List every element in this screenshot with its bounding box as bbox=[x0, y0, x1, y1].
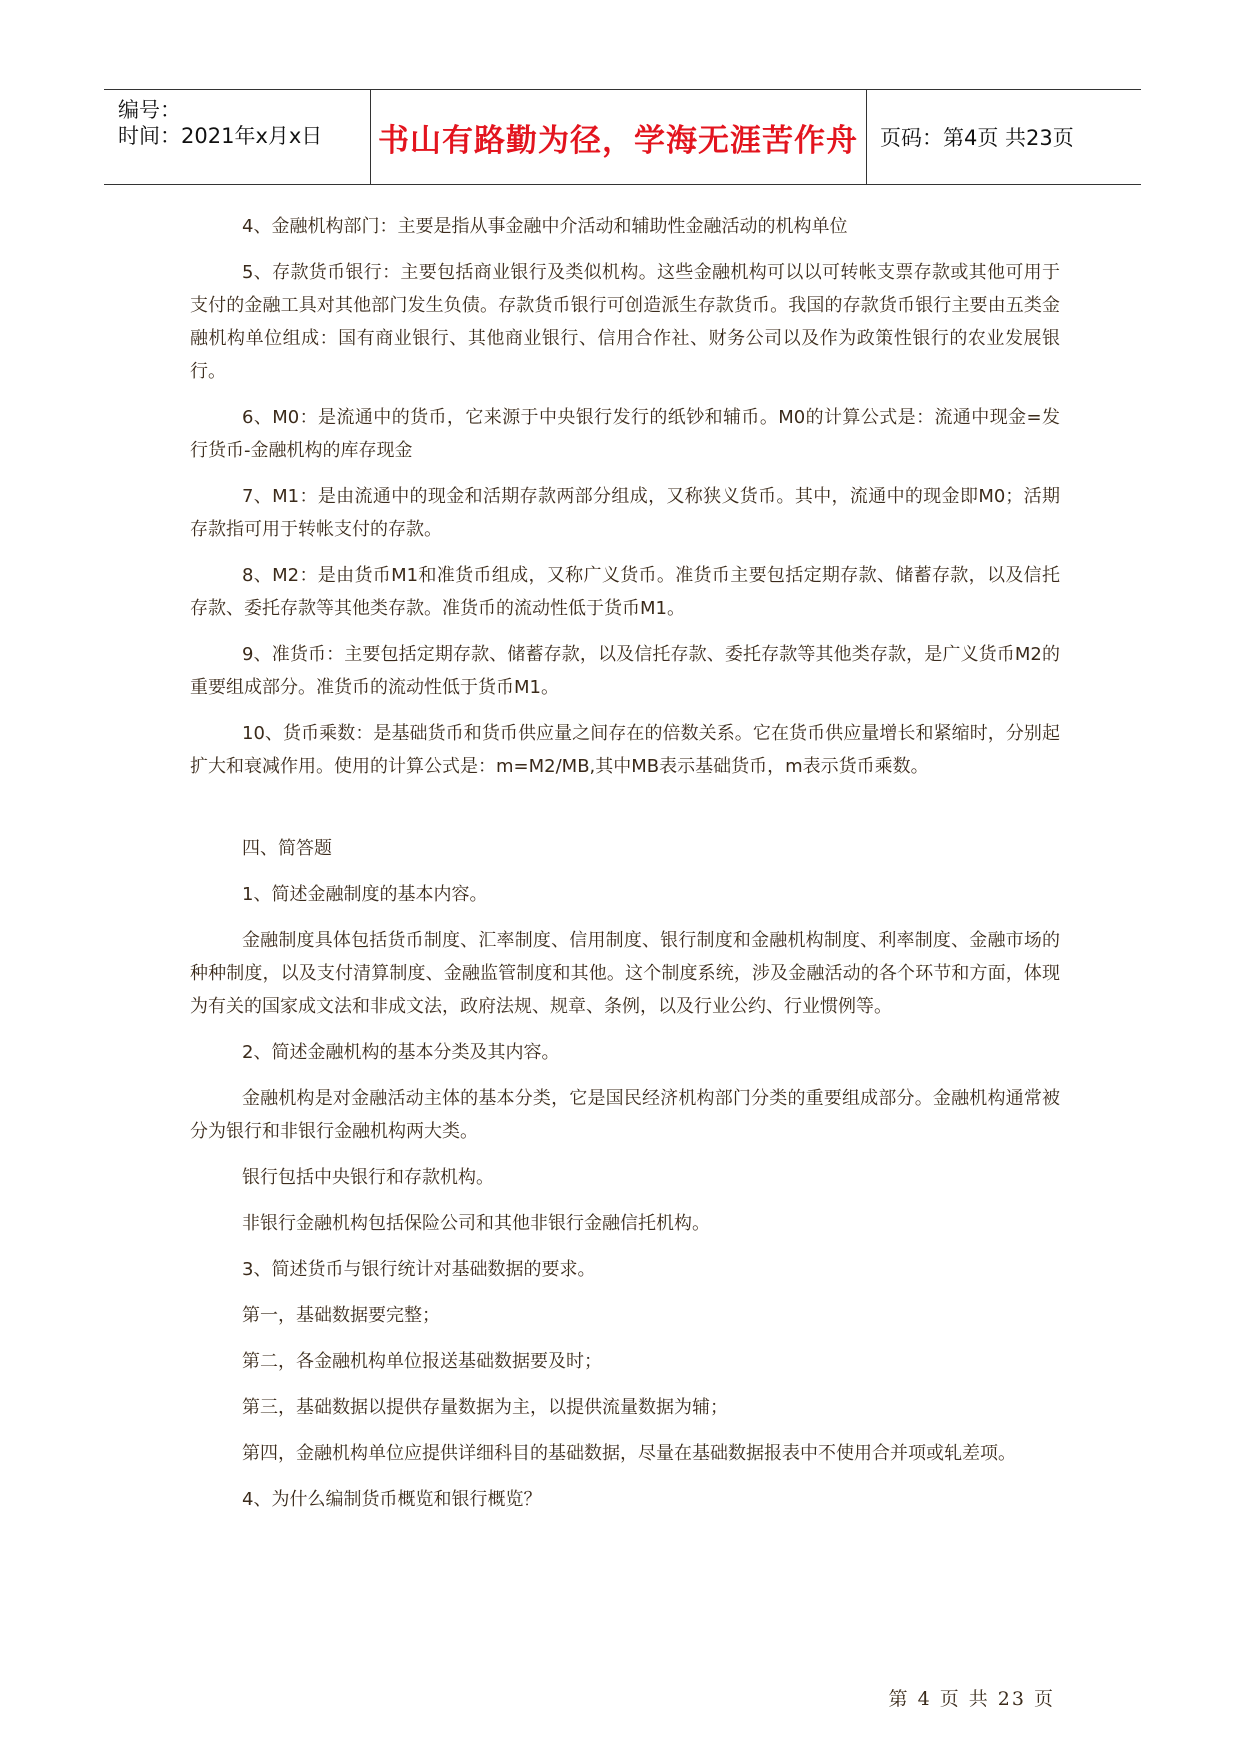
paragraph: 4、金融机构部门：主要是指从事金融中介活动和辅助性金融活动的机构单位 bbox=[242, 216, 848, 237]
document-body bbox=[190, 210, 1060, 1529]
paragraph: 9、准货币：主要包括定期存款、储蓄存款，以及信托存款、委托存款等其他类存款，是广义货币M2的重要组成部分。准货币的流动性低于货币M1。 bbox=[190, 644, 1060, 698]
paragraph: 8、M2：是由货币M1和准货币组成，又称广义货币。准货币主要包括定期存款、储蓄存款，以及信托存款、委托存款等其他类存款。准货币的流动性低于货币M1。 bbox=[190, 565, 1060, 619]
answer-paragraph: 金融制度具体包括货币制度、汇率制度、信用制度、银行制度和金融机构制度、利率制度、金融市场的种种制度，以及支付清算制度、金融监管制度和其他。这个制度系统，涉及金融活动的各个环节和方面，体现为有关的国家成文法和非成文法，政府法规、规章、条例，以及行业公约、行业惯例等。 bbox=[190, 930, 1060, 1017]
paragraph: 6、M0：是流通中的货币，它来源于中央银行发行的纸钞和辅币。M0的计算公式是：流通中现金=发行货币-金融机构的库存现金 bbox=[190, 407, 1060, 461]
page-header bbox=[104, 89, 1141, 185]
time-label: 时间：2021年x月x日 bbox=[118, 124, 323, 148]
motto: 书山有路勤为径，学海无涯苦作舟 bbox=[378, 122, 858, 159]
paragraph: 10、货币乘数：是基础货币和货币供应量之间存在的倍数关系。它在货币供应量增长和紧缩时，分别起扩大和衰减作用。使用的计算公式是：m=M2/MB,其中MB表示基础货币，m表示货币乘数。 bbox=[190, 723, 1060, 777]
page-code: 页码：第4页 共23页 bbox=[880, 126, 1074, 150]
answer-paragraph: 第三，基础数据以提供存量数据为主，以提供流量数据为辅； bbox=[242, 1397, 728, 1418]
header-meta-cell bbox=[104, 90, 371, 184]
question: 2、简述金融机构的基本分类及其内容。 bbox=[242, 1042, 560, 1063]
header-page-cell bbox=[866, 90, 1141, 184]
serial-label: 编号： bbox=[118, 98, 181, 122]
answer-paragraph: 非银行金融机构包括保险公司和其他非银行金融信托机构。 bbox=[242, 1213, 710, 1234]
page-footer: 第 4 页 共 23 页 bbox=[888, 1688, 1055, 1710]
answer-paragraph: 第二，各金融机构单位报送基础数据要及时； bbox=[242, 1351, 602, 1372]
answer-paragraph: 金融机构是对金融活动主体的基本分类，它是国民经济机构部门分类的重要组成部分。金融机构通常被分为银行和非银行金融机构两大类。 bbox=[190, 1088, 1060, 1142]
paragraph: 7、M1：是由流通中的现金和活期存款两部分组成，又称狭义货币。其中，流通中的现金即M0；活期存款指可用于转帐支付的存款。 bbox=[190, 486, 1060, 540]
question: 1、简述金融制度的基本内容。 bbox=[242, 884, 488, 905]
section-title: 四、简答题 bbox=[242, 838, 332, 859]
question: 3、简述货币与银行统计对基础数据的要求。 bbox=[242, 1259, 596, 1280]
question: 4、为什么编制货币概览和银行概览？ bbox=[242, 1489, 542, 1510]
header-motto-cell bbox=[370, 90, 867, 184]
section-spacer bbox=[190, 796, 1060, 832]
paragraph: 5、存款货币银行：主要包括商业银行及类似机构。这些金融机构可以以可转帐支票存款或其他可用于支付的金融工具对其他部门发生负债。存款货币银行可创造派生存款货币。我国的存款货币银行主要由五类金融机构单位组成：国有商业银行、其他商业银行、信用合作社、财务公司以及作为政策性银行的农业发展银行。 bbox=[190, 262, 1060, 382]
answer-paragraph: 第一，基础数据要完整； bbox=[242, 1305, 440, 1326]
answer-paragraph: 第四，金融机构单位应提供详细科目的基础数据，尽量在基础数据报表中不使用合并项或轧差项。 bbox=[242, 1443, 1016, 1464]
answer-paragraph: 银行包括中央银行和存款机构。 bbox=[242, 1167, 494, 1188]
